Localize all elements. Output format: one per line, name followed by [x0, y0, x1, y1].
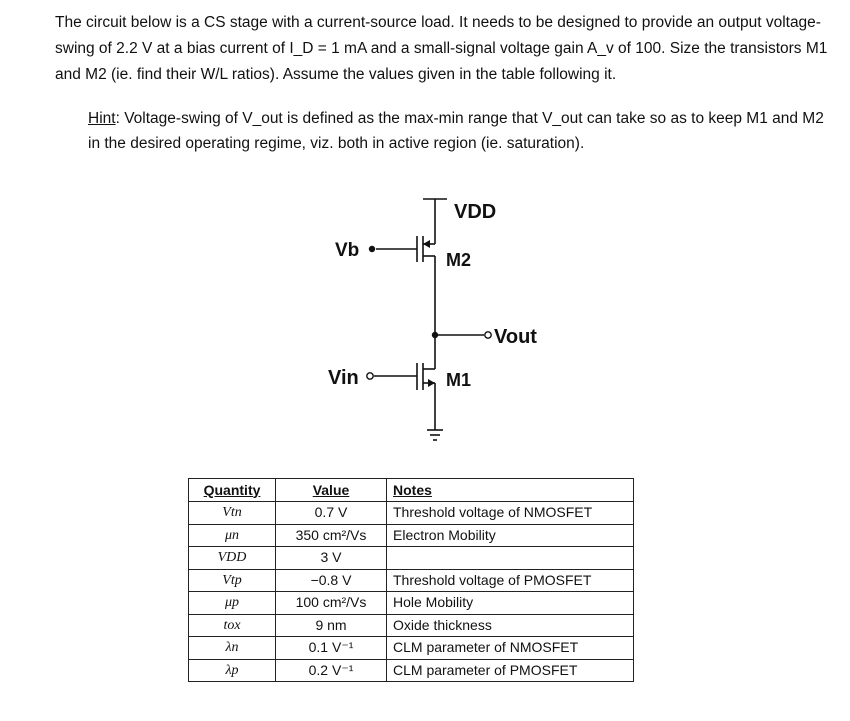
table-row [189, 547, 634, 570]
m2-label: M2 [446, 250, 472, 270]
quantity-cell: Vtn [189, 502, 276, 525]
notes-cell: Oxide thickness [387, 614, 634, 637]
vout-label: Vout [494, 326, 537, 348]
notes-cell: CLM parameter of PMOSFET [387, 659, 634, 682]
value-cell: 100 cm²/Vs [276, 592, 387, 615]
quantity-cell: μn [189, 524, 276, 547]
vb-label: Vb [335, 240, 360, 261]
notes-cell [387, 547, 634, 570]
value-cell: 9 nm [276, 614, 387, 637]
vdd-label: VDD [454, 201, 497, 223]
notes-cell: Threshold voltage of NMOSFET [387, 502, 634, 525]
value-cell: 0.1 V⁻¹ [276, 637, 387, 660]
notes-cell: Hole Mobility [387, 592, 634, 615]
quantity-cell: λp [189, 659, 276, 682]
quantity-cell: λn [189, 637, 276, 660]
table-row [189, 592, 634, 615]
hint-label: Hint [88, 110, 116, 127]
table-row [189, 569, 634, 592]
value-cell: 0.2 V⁻¹ [276, 659, 387, 682]
quantity-cell: Vtp [189, 569, 276, 592]
notes-cell: CLM parameter of NMOSFET [387, 637, 634, 660]
table-row [189, 637, 634, 660]
header-quantity: Quantity [189, 479, 276, 502]
table-header-row [189, 479, 634, 502]
table-row [189, 659, 634, 682]
table-row [189, 502, 634, 525]
notes-cell: Threshold voltage of PMOSFET [387, 569, 634, 592]
notes-cell: Electron Mobility [387, 524, 634, 547]
header-value: Value [276, 479, 387, 502]
m1-label: M1 [446, 370, 472, 390]
vin-label: Vin [328, 367, 359, 389]
table-row [189, 524, 634, 547]
value-cell: 3 V [276, 547, 387, 570]
quantity-cell: tox [189, 614, 276, 637]
problem-statement: The circuit below is a CS stage with a current-source load. It needs to be designed to provide an output voltage-swing of 2.2 V at a bias current of I_D = 1 mA and a small-signal voltage gain A_v of 100. Size the transistors M1 and M2 (ie. find their W/L ratios). Assume the values given in the table following it. [55, 14, 828, 83]
value-cell: 350 cm²/Vs [276, 524, 387, 547]
header-notes: Notes [387, 479, 634, 502]
hint-text: : Voltage-swing of V_out is defined as the max-min range that V_out can take so as to keep M1 and M2 in the desired operating regime, viz. both in active region (ie. saturation). [88, 110, 824, 152]
parameter-table [188, 478, 634, 682]
value-cell: −0.8 V [276, 569, 387, 592]
quantity-cell: μp [189, 592, 276, 615]
value-cell: 0.7 V [276, 502, 387, 525]
quantity-cell: VDD [189, 547, 276, 570]
table-row [189, 614, 634, 637]
